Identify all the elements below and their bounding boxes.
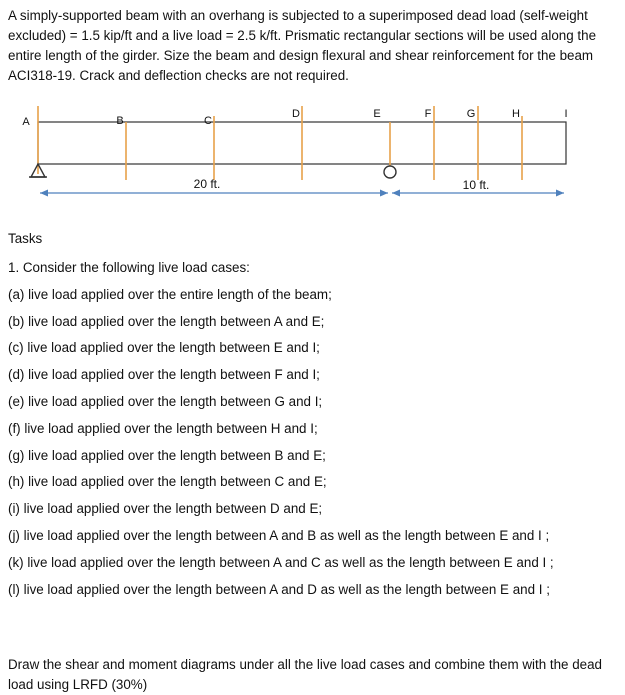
load-case-l: (l) live load applied over the length between A and D as well as the length between E and I ; — [8, 581, 550, 597]
load-case-d: (d) live load applied over the length between F and I; — [8, 367, 320, 383]
load-case-e: (e) live load applied over the length between G and I; — [8, 393, 323, 409]
roller-support-icon — [384, 166, 396, 178]
point-label-b: B — [116, 115, 124, 127]
problem-statement: A simply-supported beam with an overhang is subjected to a superimposed dead load (self-weight excluded) = 1.5 kip/ft and a live load = 2.5 k/ft. Prismatic rectangular sections will be used along the entire length of the girder. Size the beam and design flexural and shear reinforcement for the beam ACI318-19. Crack and deflection checks are not required. — [8, 8, 597, 83]
load-case-k: (k) live load applied over the length between A and C as well as the length between E and I ; — [8, 554, 554, 570]
load-case-a: (a) live load applied over the entire length of the beam; — [8, 286, 332, 302]
point-label-i: I — [564, 108, 568, 120]
point-label-a: A — [22, 116, 30, 128]
load-case-c: (c) live load applied over the length between E and I; — [8, 340, 320, 356]
point-label-h: H — [512, 108, 520, 120]
point-label-g: G — [466, 108, 476, 120]
tasks-section — [8, 229, 618, 606]
final-instruction: Draw the shear and moment diagrams under all the live load cases and combine them with the dead load using LRFD (30%) — [8, 657, 602, 692]
point-label-d: D — [292, 108, 300, 120]
load-case-h: (h) live load applied over the length between C and E; — [8, 474, 327, 490]
load-case-f: (f) live load applied over the length between H and I; — [8, 420, 318, 436]
load-case-j: (j) live load applied over the length between A and B as well as the length between E and I ; — [8, 527, 550, 543]
point-label-f: F — [424, 108, 432, 120]
point-label-c: C — [204, 115, 212, 127]
load-case-b: (b) live load applied over the length between A and E; — [8, 313, 325, 329]
dimension-label-left: 20 ft. — [193, 177, 221, 191]
load-case-g: (g) live load applied over the length between B and E; — [8, 447, 326, 463]
tasks-intro: 1. Consider the following live load cases: — [8, 260, 250, 275]
point-label-e: E — [373, 108, 381, 120]
tasks-title: Tasks — [8, 231, 43, 246]
dimension-label-right: 10 ft. — [462, 178, 490, 192]
beam-diagram — [0, 100, 625, 210]
load-case-i: (i) live load applied over the length between D and E; — [8, 501, 323, 517]
